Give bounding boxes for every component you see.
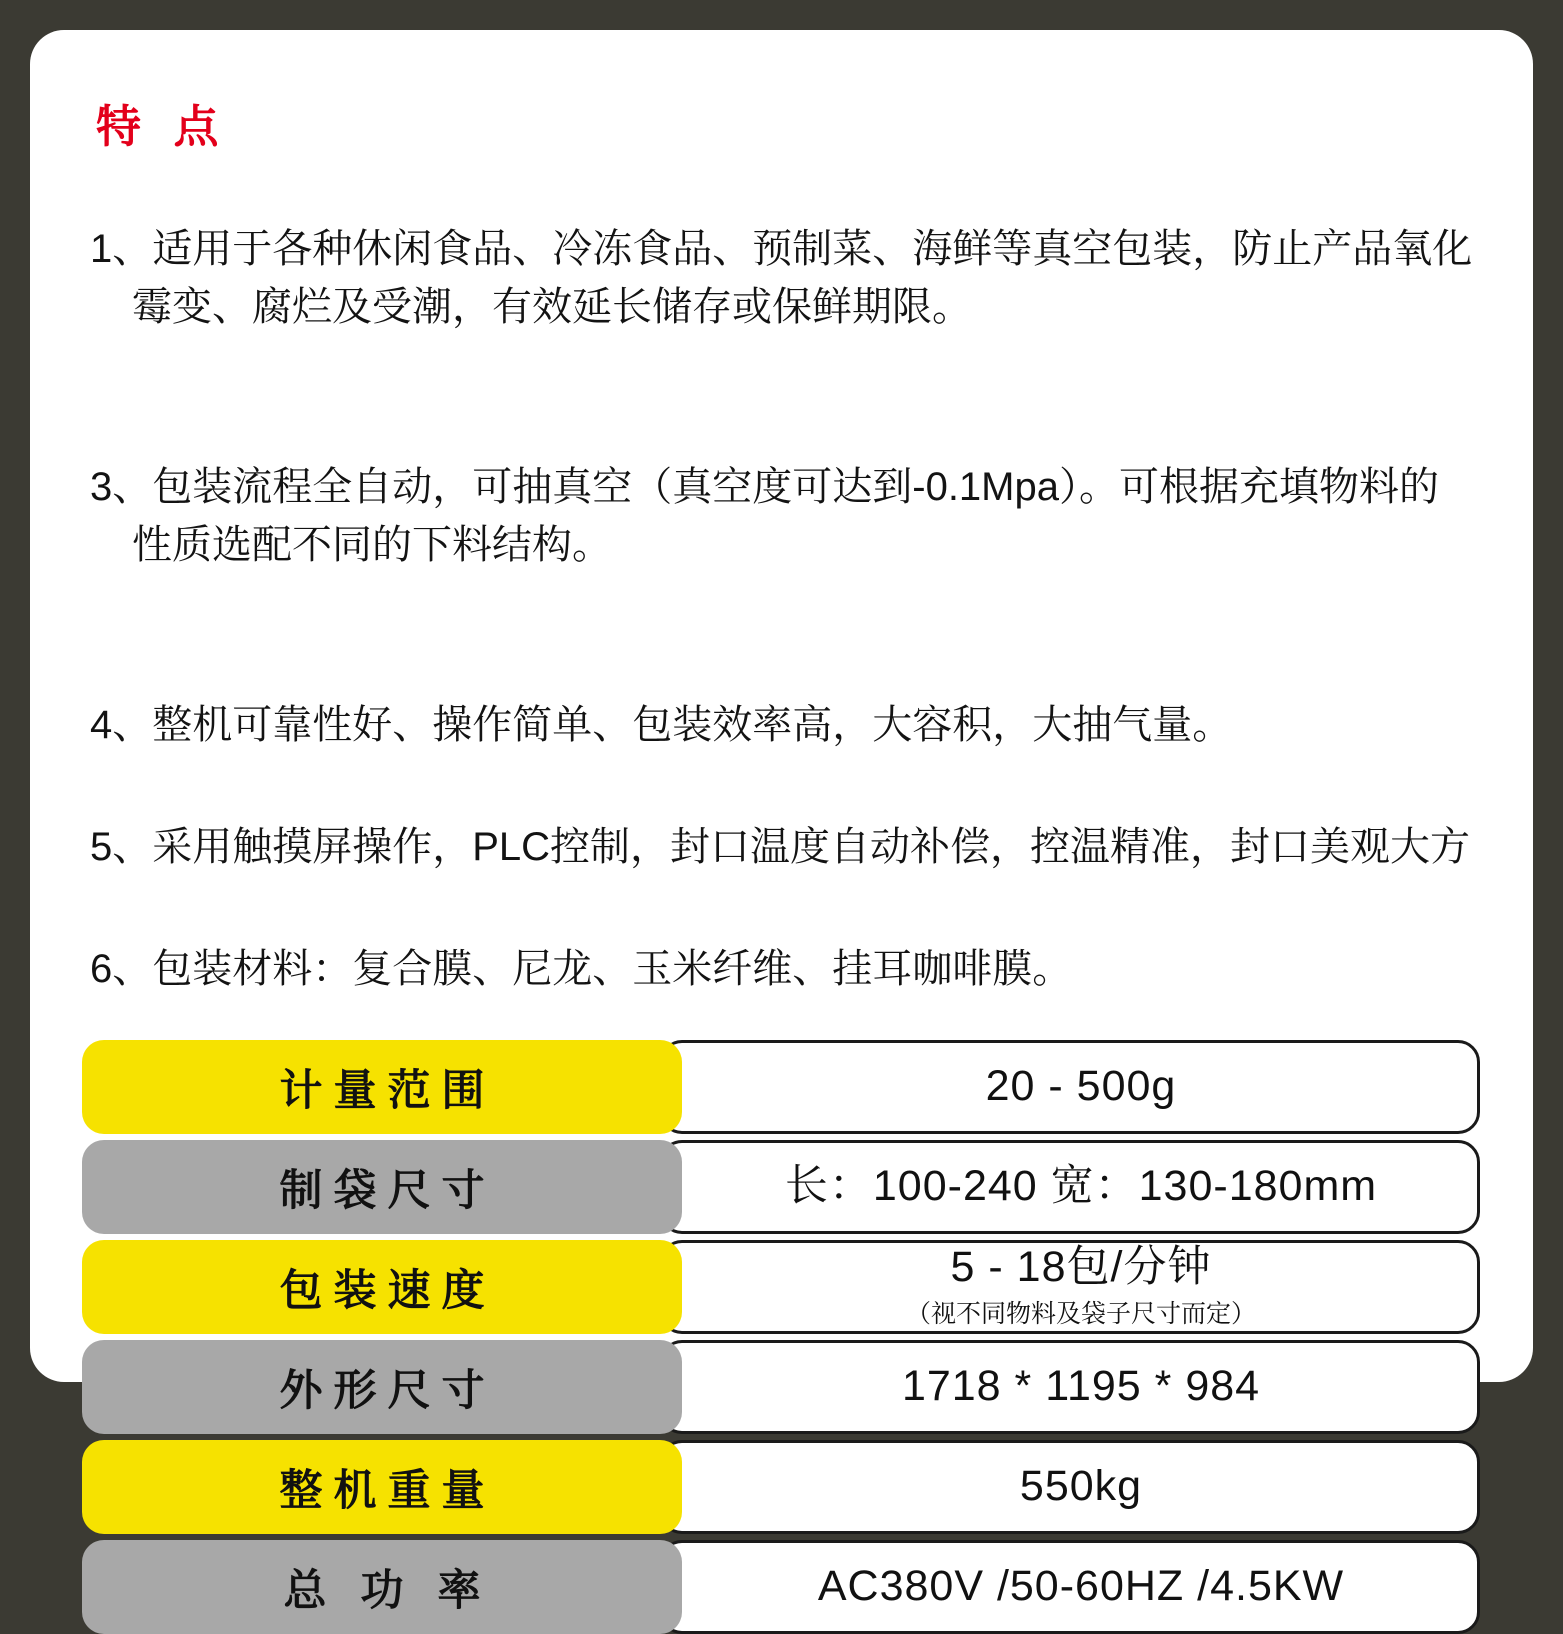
feature-text: 包装材料：复合膜、尼龙、玉米纤维、挂耳咖啡膜。: [152, 947, 1073, 991]
feature-text: 适用于各种休闲食品、冷冻食品、预制菜、海鲜等真空包装，防止产品氧化: [152, 227, 1473, 271]
feature-item: [78, 882, 1485, 998]
spec-value-main: 550kg: [1019, 1462, 1143, 1511]
feature-text-cont: 性质选配不同的下料结构。: [132, 523, 612, 567]
feature-text-cont: 霉变、腐烂及受潮，有效延长储存或保鲜期限。: [132, 285, 972, 329]
spec-value: [660, 1440, 1480, 1534]
feature-text: 整机可靠性好、操作简单、包装效率高，大容积，大抽气量。: [152, 703, 1233, 747]
spec-value: [660, 1140, 1480, 1234]
table-row: [82, 1240, 1480, 1334]
feature-item: [78, 638, 1485, 754]
spec-table: [82, 1040, 1480, 1634]
spec-value: [660, 1240, 1480, 1334]
feature-text: 采用触摸屏操作，PLC控制，封口温度自动补偿，控温精准，封口美观大方: [152, 825, 1471, 869]
spec-value-main: 1718 * 1195 * 984: [901, 1362, 1261, 1411]
spec-value-note: （视不同物料及袋子尺寸而定）: [905, 1299, 1256, 1328]
spec-label: 外形尺寸: [82, 1340, 682, 1434]
spec-value-main: AC380V /50-60HZ /4.5KW: [817, 1562, 1345, 1611]
spec-label: 包装速度: [82, 1240, 682, 1334]
spec-value: [660, 1540, 1480, 1634]
features-list: [78, 162, 1485, 998]
spec-value: [660, 1340, 1480, 1434]
spec-label: 总 功 率: [82, 1540, 682, 1634]
table-row: [82, 1340, 1480, 1434]
spec-value-main: 长：100-240 宽：130-180mm: [784, 1162, 1378, 1211]
spec-value-main: 20 - 500g: [985, 1062, 1177, 1111]
features-heading: 特 点: [96, 101, 229, 152]
feature-number: 5、: [90, 825, 153, 869]
table-row: [82, 1040, 1480, 1134]
spec-value-main: 5 - 18包/分钟: [950, 1243, 1212, 1292]
feature-text: 包装流程全自动，可抽真空（真空度可达到-0.1Mpa）。可根据充填物料的: [152, 465, 1439, 509]
spec-label: 制袋尺寸: [82, 1140, 682, 1234]
feature-item: [78, 162, 1485, 394]
table-row: [82, 1440, 1480, 1534]
spec-label: 计量范围: [82, 1040, 682, 1134]
feature-item: [78, 400, 1485, 632]
feature-number: 1、: [90, 227, 153, 271]
spec-label: 整机重量: [82, 1440, 682, 1534]
table-row: [82, 1540, 1480, 1634]
spec-card: [30, 30, 1533, 1615]
feature-number: 6、: [90, 947, 153, 991]
feature-number: 3、: [90, 465, 153, 509]
spec-value: [660, 1040, 1480, 1134]
feature-item: [78, 760, 1485, 876]
feature-number: 4、: [90, 703, 153, 747]
table-row: [82, 1140, 1480, 1234]
